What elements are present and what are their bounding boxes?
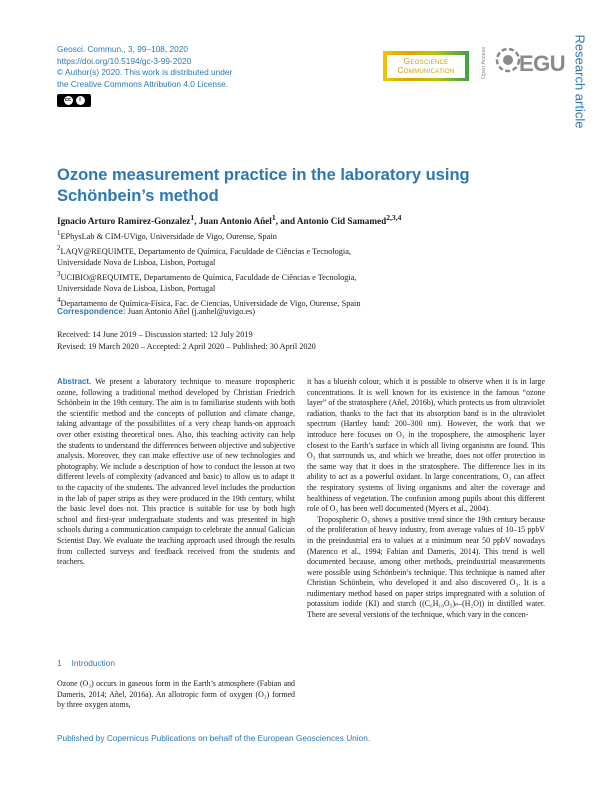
- egu-logo-icon: [495, 47, 521, 73]
- journal-logo: [383, 51, 469, 81]
- author-name: Antonio Cid Samamed: [296, 216, 387, 227]
- correspondence-label: Correspondence:: [57, 306, 126, 316]
- body-paragraph: Tropospheric O₃ shows a positive trend since the 19th century because of the proliferation of heavy industry, from average values of 10–15 ppbV in the preindustrial era to values at a minimum near 50 ppbV nowadays (Marenco et al., 1994; Fabian and Dameris, 2014). This trend is well documented because, among other methods, preindustrial measurements were possible using Schönbein’s technique. This technique is named after Christian Schönbein, who developed it and also discovered O₃. It is a rudimentary method based on paper strips impregnated with a solution of potassium iodide (KI) and starch ((C₆H₁₀O₅)ₙ–(H₂O)) in distilled water. There are several versions of the technique, which vary in the concen-: [307, 514, 545, 620]
- publication-dates: [57, 329, 316, 353]
- affiliation-item-cont: Universidade Nova de Lisboa, Lisbon, Portugal: [57, 258, 216, 268]
- dates-line: Revised: 19 March 2020 – Accepted: 2 April 2020 – Published: 30 April 2020: [57, 341, 316, 351]
- dates-line: Received: 14 June 2019 – Discussion started: 12 July 2019: [57, 330, 253, 339]
- affiliation-item: $^2$LAQV@REQUIMTE, Departamento de Química, Faculdade de Ciências e Tecnologia,: [57, 244, 351, 256]
- journal-logo-line2: Communication: [397, 65, 455, 75]
- author-affil-ref: 1: [190, 213, 195, 222]
- affiliation-item-cont: Universidade Nova de Lisboa, Lisbon, Portugal: [57, 284, 216, 294]
- copyright-line: © Author(s) 2020. This work is distributed under: [57, 67, 233, 78]
- correspondence: [57, 306, 255, 316]
- abstract-label: Abstract.: [57, 377, 92, 386]
- citation-line: Geosci. Commun., 3, 99–108, 2020: [57, 44, 188, 54]
- section-title: Introduction: [71, 658, 115, 668]
- section-heading: [57, 658, 115, 668]
- author-name: Ignacio Arturo Ramírez-Gonzalez: [57, 216, 191, 227]
- affiliation-item: $^1$EPhysLab & CIM-UVigo, Universidade de Vigo, Ourense, Spain: [57, 230, 277, 241]
- article-type-label: Research article: [572, 34, 588, 129]
- body-paragraph: it has a blueish colour, which it is possible to observe when it is in large concentrations. It is well known for its existence in the famous “ozone layer” of the stratosphere (Añel, 2016b), which protects us from ultraviolet radiation, thanks to the fact that its absorption band is in the ultraviolet spectrum (Hartley band: 200–300 nm). However, the work that we introduce here focuses on O₃ in the troposphere, the atmospheric layer closest to the Earth’s surface in which all living organisms are found. This O₃ that surrounds us, and which we breathe, does not offer protection in the same way that it does in the stratosphere. The difference lies in its ability to act as a powerful oxidant. In large concentrations, O₃ can affect the respiratory systems of living organisms and alter the coverage and healthiness of vegetation. The confusion among pupils about this different role of O₃ has been well documented (Myers et al., 2004).: [307, 377, 545, 514]
- intro-paragraph: Ozone (O₃) occurs in gaseous form in the Earth’s atmosphere (Fabian and Dameris, 2014; Añel, 2016a). An allotropic form of oxygen (O₂) formed by three oxygen atoms,: [57, 679, 295, 710]
- affiliations: [57, 228, 360, 310]
- cc-by-license-icon[interactable]: [57, 94, 91, 107]
- affiliation-item: $^4$Departamento de Química-Física, Fac. de Ciencias, Universidade de Vigo, Ourense, Spain: [57, 297, 361, 309]
- paper-title: Ozone measurement practice in the laboratory using Schönbein’s method: [57, 166, 470, 205]
- publisher-footer[interactable]: Published by Copernicus Publications on behalf of the European Geosciences Union.: [57, 733, 371, 743]
- abstract: [57, 377, 295, 568]
- open-access-label: Open Access: [481, 46, 488, 80]
- license-link[interactable]: the Creative Commons Attribution 4.0 License.: [57, 78, 229, 89]
- section-number: 1: [57, 658, 62, 668]
- body-column-right: [307, 377, 545, 621]
- citation-header: [57, 44, 232, 90]
- author-name: Juan Antonio Añel: [198, 216, 272, 227]
- egu-logo-text: EGU: [519, 51, 566, 76]
- journal-logo-line1: Geoscience: [403, 55, 449, 66]
- cc-icon: cc: [64, 97, 72, 103]
- correspondence-email[interactable]: Juan Antonio Añel (j.anhel@uvigo.es): [127, 307, 256, 316]
- author-affil-ref: 2,3,4: [386, 213, 402, 222]
- author-list: Ignacio Arturo Ramírez-Gonzalez$^1$, Juan Antonio Añel$^1$, and Antonio Cid Samamed$^{2,3,4}$: [57, 213, 402, 227]
- doi-link[interactable]: https://doi.org/10.5194/gc-3-99-2020: [57, 55, 192, 66]
- author-affil-ref: 1: [271, 213, 276, 222]
- attribution-icon: i: [76, 96, 85, 105]
- affiliation-item: $^3$UCIBIO@REQUIMTE, Departamento de Química, Faculdade de Ciências e Tecnologia,: [57, 270, 357, 282]
- abstract-text: We present a laboratory technique to measure tropospheric ozone, following a traditional method developed by Christian Friedrich Schönbein in the 19th century. The aim is to familiarise students with both the scientific method and the concepts of pollution and climate change, taking advantage of the possibilities of a very cheap hands-on approach over other existing theoretical ones. Also, this teaching activity can help the students to understand the differences between objective and subjective analysis. Moreover, they can make effective use of new technologies and photography. We include a description of how to conduct the lesson at two different levels of complexity (advanced and basic) to allow us to adapt it to the capacity of the students. The advanced level includes the production in the lab of paper strips as they were produced in the 19th century, whilst the basic level does not. This practice is suitable for use by both high school and first-year undergraduate students and was presented in high schools during a communication campaign to celebrate the annual Galician Scientist Day. We evaluate the teaching approach used through the results from collected surveys and feedback received from the students and teachers.: [57, 377, 295, 567]
